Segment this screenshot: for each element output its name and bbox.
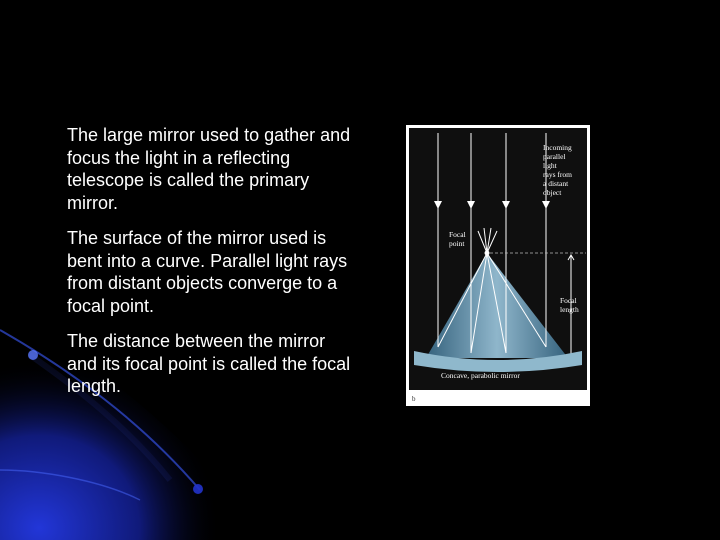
- incoming-label-line-6: object: [543, 188, 562, 197]
- mirror-caption: Concave, parabolic mirror: [441, 371, 520, 380]
- incoming-label-line-2: parallel: [543, 152, 566, 161]
- incoming-label-line-4: rays from: [543, 170, 572, 179]
- diagram-svg: [406, 125, 590, 406]
- paragraph-primary-mirror: The large mirror used to gather and focus the light in a reflecting telescope is called the primary mirror.: [67, 125, 351, 213]
- paragraph-focal-point: The surface of the mirror used is bent into a curve. Parallel light rays from distant objects converge to a focal point.: [67, 228, 348, 316]
- text-block: [67, 124, 357, 411]
- panel-letter: b: [412, 395, 416, 403]
- paragraph-focal-length: The distance between the mirror and its focal point is called the focal length.: [67, 331, 351, 396]
- incoming-label-line-5: a distant: [543, 179, 569, 188]
- focal-length-label-line-2: length: [560, 305, 579, 314]
- focal-point-marker: [485, 251, 490, 256]
- incoming-label-line-3: light: [543, 161, 557, 170]
- focal-point-label-line-2: point: [449, 239, 465, 248]
- focal-length-label-line-1: Focal: [560, 296, 577, 305]
- incoming-label-line-1: Incoming: [543, 143, 572, 152]
- telescope-diagram: [406, 125, 590, 406]
- focal-point-label-line-1: Focal: [449, 230, 466, 239]
